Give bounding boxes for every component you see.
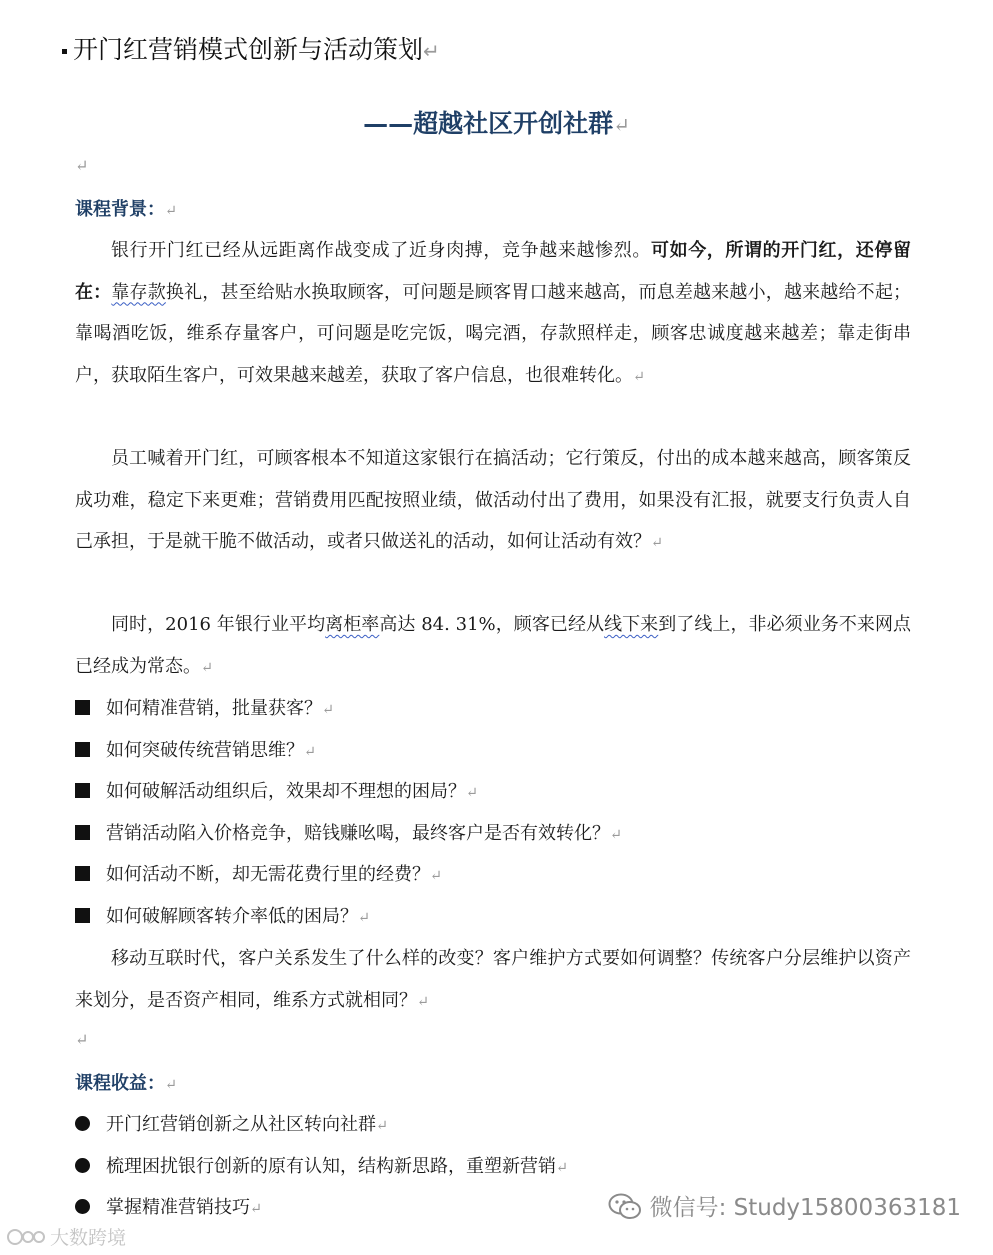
spellcheck-underline: 线下来 bbox=[604, 614, 659, 635]
list-item: 梳理困扰银行创新的原有认知，结构新思路，重塑新营销↵ bbox=[75, 1146, 568, 1188]
background-paragraph-1: 银行开门红已经从远距离作战变成了近身肉搏，竞争越来越惨烈。可如今，所谓的开门红，还停留在：靠存款换礼，甚至给贴水换取顾客，可问题是顾客胃口越来越高，而息差越来越小，越来越给不起；靠喝酒吃饭，维系存量客户，可问题是吃完饭，喝完酒，存款照样走，顾客忠诚度越来越差；靠走街串户，获取陌生客户，可效果越来越差，获取了客户信息，也很难转化。↵ bbox=[75, 240, 912, 386]
round-bullet-icon bbox=[75, 1116, 90, 1131]
list-item: 如何活动不断，却无需花费行里的经费？↵ bbox=[75, 854, 622, 896]
background-paragraph-2: 员工喊着开门红，可顾客根本不知道这家银行在搞活动；它行策反，付出的成本越来越高，顾客策反成功难，稳定下来更难；营销费用匹配按照业绩，做活动付出了费用，如果没有汇报，就要支行负责人自己承担，于是就干脆不做活动，或者只做送礼的活动，如何让活动有效？↵ bbox=[75, 448, 911, 552]
background-heading: 课程背景：↵ bbox=[75, 199, 178, 220]
list-item: 如何突破传统营销思维？↵ bbox=[75, 730, 622, 772]
wechat-watermark bbox=[608, 1192, 961, 1224]
empty-paragraph: ↵ bbox=[75, 1030, 89, 1049]
document-subtitle bbox=[0, 104, 993, 145]
brand-watermark bbox=[6, 1226, 126, 1250]
square-bullet-icon bbox=[75, 825, 90, 840]
brand-logo-icon bbox=[6, 1227, 48, 1247]
list-item: 营销活动陷入价格竞争，赔钱赚吆喝，最终客户是否有效转化？↵ bbox=[75, 813, 622, 855]
list-item: 如何精准营销，批量获客？↵ bbox=[75, 688, 622, 730]
paragraph-mark: ↵ bbox=[423, 39, 440, 63]
square-bullet-icon bbox=[75, 908, 90, 923]
square-bullet-icon bbox=[75, 700, 90, 715]
square-bullet-icon bbox=[75, 866, 90, 881]
list-item: 开门红营销创新之从社区转向社群↵ bbox=[75, 1104, 568, 1146]
square-bullet-icon bbox=[75, 742, 90, 757]
wechat-icon bbox=[608, 1193, 642, 1221]
round-bullet-icon bbox=[75, 1158, 90, 1173]
list-item: 掌握精准营销技巧↵ bbox=[75, 1187, 568, 1229]
benefits-list bbox=[75, 1104, 568, 1229]
spellcheck-underline: 离柜率 bbox=[325, 614, 380, 635]
title-text: 开门红营销模式创新与活动策划 bbox=[73, 35, 424, 64]
brand-text: 大数跨境 bbox=[50, 1227, 127, 1249]
benefits-heading: 课程收益：↵ bbox=[75, 1073, 178, 1094]
background-paragraph-4: 移动互联时代，客户关系发生了什么样的改变？客户维护方式要如何调整？传统客户分层维护以资产来划分，是否资产相同，维系方式就相同？↵ bbox=[75, 948, 911, 1011]
list-item: 如何破解顾客转介率低的困局？↵ bbox=[75, 896, 622, 938]
question-list bbox=[75, 688, 622, 938]
list-item: 如何破解活动组织后，效果却不理想的困局？↵ bbox=[75, 771, 622, 813]
title-bullet-dot bbox=[62, 49, 67, 54]
paragraph-mark: ↵ bbox=[613, 113, 630, 137]
round-bullet-icon bbox=[75, 1199, 90, 1214]
wechat-id-text: 微信号: Study15800363181 bbox=[649, 1195, 961, 1221]
document-title bbox=[62, 30, 440, 71]
bold-phrase: 可如今，所谓的开门红，还停留在： bbox=[75, 240, 911, 303]
background-paragraph-3: 同时，2016 年银行业平均离柜率高达 84. 31%，顾客已经从线下来到了线上，非必须业务不来网点已经成为常态。↵ bbox=[75, 614, 912, 677]
spellcheck-underline: 靠存款 bbox=[111, 281, 166, 303]
empty-paragraph: ↵ bbox=[75, 156, 89, 175]
square-bullet-icon bbox=[75, 783, 90, 798]
subtitle-text: ——超越社区开创社群 bbox=[363, 109, 614, 138]
